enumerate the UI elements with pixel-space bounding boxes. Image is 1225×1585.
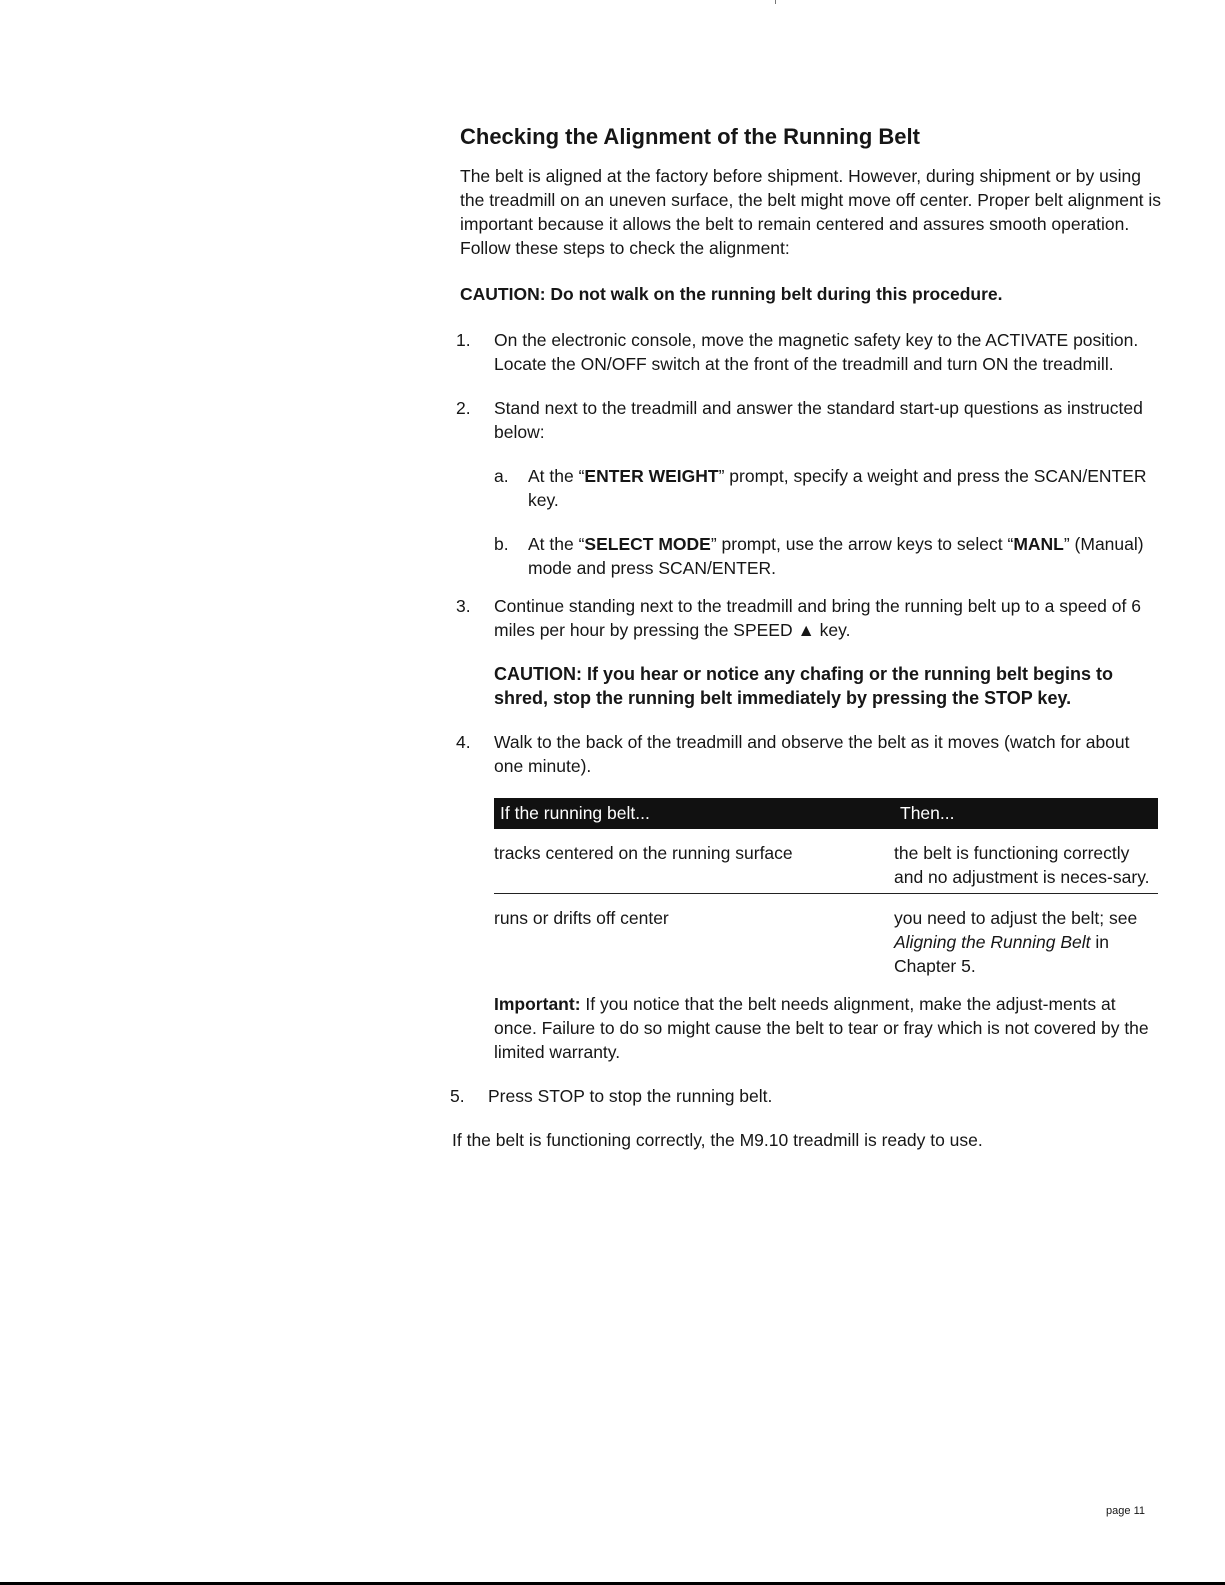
caution-step-3: CAUTION: If you hear or notice any chafing or the running belt begins to shred, stop the running belt immediately by pressing the STOP key. — [494, 664, 1114, 708]
steps-list — [450, 328, 1162, 1108]
step-number: 2. — [456, 398, 471, 418]
table-header-col2: Then... — [894, 798, 1158, 829]
substep-text-part: At the “ — [528, 466, 585, 486]
chapter-reference: Aligning the Running Belt — [894, 932, 1091, 952]
step-number: 4. — [456, 732, 471, 752]
mode-name: MANL — [1013, 534, 1064, 554]
substep-text — [528, 464, 1162, 512]
table-header-col1: If the running belt... — [494, 798, 894, 829]
substep-a — [494, 464, 1162, 512]
table-header-row — [494, 798, 1158, 829]
substep-text — [528, 532, 1162, 580]
table-cell-part: you need to adjust the belt; see — [894, 908, 1138, 928]
closing-paragraph: If the belt is functioning correctly, the M9.10 treadmill is ready to use. — [452, 1130, 983, 1150]
step-number: 1. — [456, 330, 471, 350]
page-number: page 11 — [1106, 1505, 1145, 1517]
substep-text-part: ” prompt, specify a weight and press the SCAN/ENTER key. — [528, 466, 1147, 510]
step-text: Press STOP to stop the running belt. — [488, 1086, 773, 1106]
table-row — [494, 894, 1158, 985]
prompt-name: ENTER WEIGHT — [584, 466, 719, 486]
table-cell: the belt is functioning correctly and no adjustment is neces-sary. — [894, 829, 1158, 894]
table-cell: runs or drifts off center — [494, 908, 669, 928]
step-2 — [456, 396, 1162, 580]
belt-behavior-table — [494, 798, 1158, 984]
substep-letter: a. — [494, 466, 509, 486]
important-note — [494, 992, 1162, 1064]
important-text: If you notice that the belt needs alignment, make the adjust-ments at once. Failure to do so might cause the belt to tear or fray which is not covered by the limited warranty. — [494, 994, 1149, 1062]
important-label: Important: — [494, 994, 581, 1014]
step-text: Walk to the back of the treadmill and observe the belt as it moves (watch for about one minute). — [494, 732, 1130, 776]
table-cell: tracks centered on the running surface — [494, 829, 894, 894]
caution-main: CAUTION: Do not walk on the running belt during this procedure. — [460, 284, 1003, 304]
step-text: Stand next to the treadmill and answer the standard start-up questions as instructed below: — [494, 398, 1143, 442]
step-number: 5. — [450, 1086, 465, 1106]
substep-letter: b. — [494, 534, 509, 554]
table-cell — [894, 894, 1158, 985]
document-page — [450, 120, 1162, 1152]
step-text: On the electronic console, move the magnetic safety key to the ACTIVATE position. Locate the ON/OFF switch at the front of the treadmill and turn ON the treadmill. — [494, 330, 1139, 374]
section-heading: Checking the Alignment of the Running Belt — [460, 124, 920, 149]
step-text: Continue standing next to the treadmill and bring the running belt up to a speed of 6 miles per hour by pressing the SPEED ▲ key. — [494, 596, 1141, 640]
step-1 — [456, 328, 1162, 376]
intro-paragraph: The belt is aligned at the factory before shipment. However, during shipment or by using the treadmill on an uneven surface, the belt might move off center. Proper belt alignment is important because it allows the belt to remain centered and assures smooth operation. Follow these steps to check the alignment: — [460, 166, 1162, 258]
prompt-name: SELECT MODE — [584, 534, 711, 554]
substeps-list — [494, 464, 1162, 580]
substep-text-part: ” (Manual) mode and press SCAN/ENTER. — [528, 534, 1144, 578]
step-5 — [450, 1084, 1162, 1108]
table-row — [494, 829, 1158, 894]
step-number: 3. — [456, 596, 471, 616]
step-3 — [456, 594, 1162, 710]
substep-text-part: At the “ — [528, 534, 585, 554]
substep-b — [494, 532, 1162, 580]
scan-mark — [775, 0, 776, 4]
step-4 — [456, 730, 1162, 1064]
substep-text-part: ” prompt, use the arrow keys to select “ — [710, 534, 1014, 554]
table-cell-part: in Chapter 5. — [894, 932, 1110, 976]
